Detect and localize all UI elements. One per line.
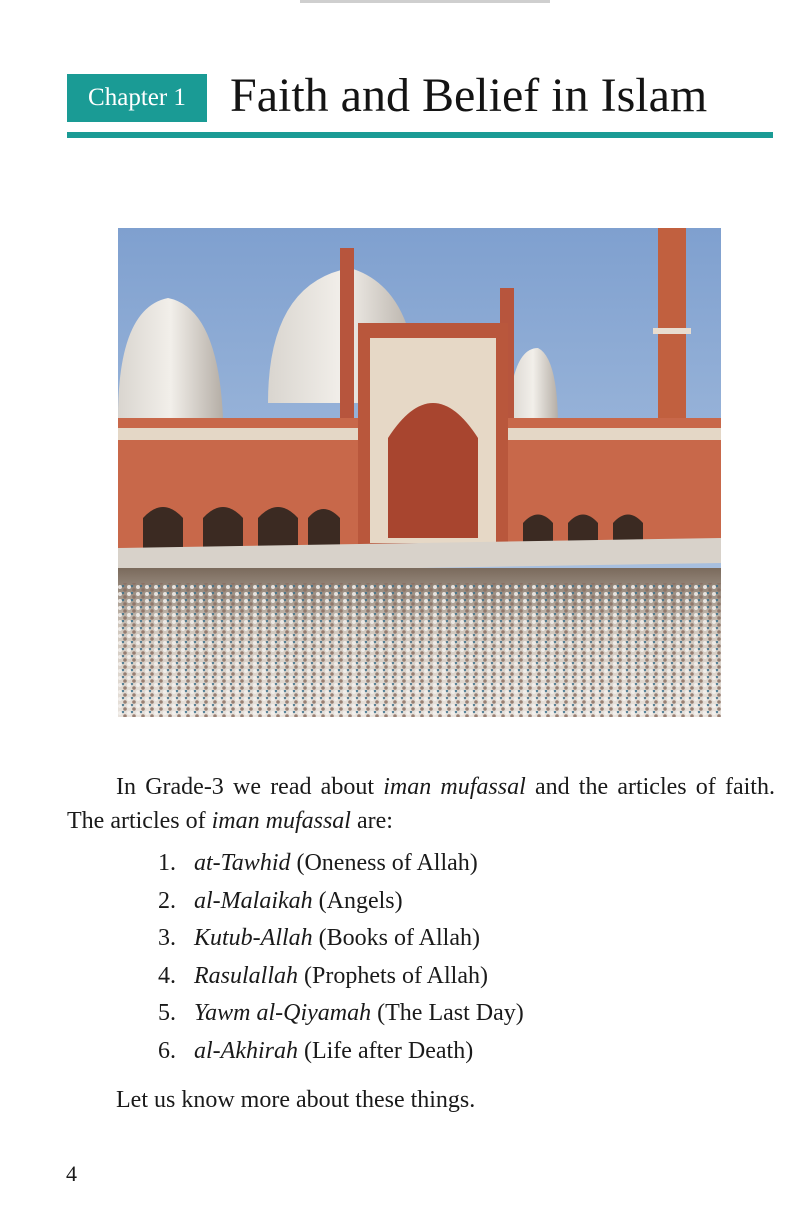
closing-sentence: Let us know more about these things. [116, 1087, 476, 1113]
list-item: 5. Yawm al-Qiyamah (The Last Day) [158, 1000, 524, 1027]
list-item: 1. at-Tawhid (Oneness of Allah) [158, 850, 478, 876]
articles-of-faith-list [158, 845, 524, 1071]
mosque-photo [118, 228, 721, 717]
term-iman-mufassal: iman mufassal [211, 808, 351, 834]
term-iman-mufassal: iman mufassal [383, 774, 526, 800]
title-rule [67, 132, 773, 138]
page-number: 4 [66, 1161, 77, 1186]
list-item: 2. al-Malaikah (Angels) [158, 887, 403, 914]
intro-paragraph: In Grade-3 we read about iman mufassal and the articles of faith. The articles of iman mufassal are: [67, 774, 775, 834]
list-item: 4. Rasulallah (Prophets of Allah) [158, 962, 488, 989]
chapter-label: Chapter 1 [67, 74, 207, 122]
list-item: 3. Kutub-Allah (Books of Allah) [158, 925, 480, 952]
scan-edge-mark [300, 0, 550, 3]
chapter-title: Faith and Belief in Islam [230, 69, 708, 122]
list-item: 6. al-Akhirah (Life after Death) [158, 1037, 474, 1064]
